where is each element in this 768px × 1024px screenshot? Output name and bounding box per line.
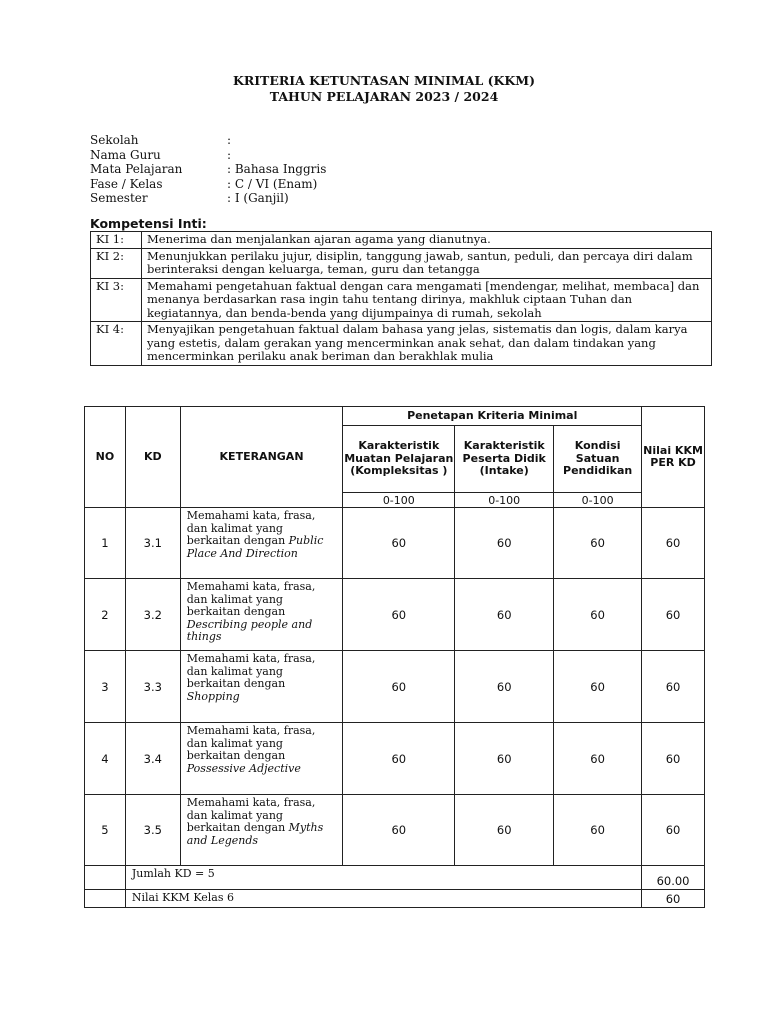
info-row-nama-guru (90, 148, 326, 163)
info-value: : C / VI (Enam) (227, 176, 318, 191)
desc-topic: Shopping (186, 689, 240, 703)
header-nilai-kkm: Nilai KKM PER KD (642, 407, 705, 508)
row-kondisi: 60 (554, 795, 642, 866)
row-kondisi: 60 (554, 723, 642, 795)
ki-row-2 (91, 248, 712, 278)
row-nilai: 60 (642, 508, 705, 579)
info-row-semester (90, 191, 326, 206)
desc-text: Memahami kata, frasa, dan kalimat yang berkaitan dengan (186, 509, 316, 548)
desc-text: Memahami kata, frasa, dan kalimat yang berkaitan dengan (186, 724, 316, 763)
info-label: Nama Guru (90, 147, 161, 162)
kkm-table (84, 406, 705, 908)
header-penetapan: Penetapan Kriteria Minimal (343, 407, 642, 426)
row-kd: 3.5 (125, 795, 180, 866)
desc-topic: Possessive Adjective (186, 761, 301, 775)
header-kondisi: Kondisi Satuan Pendidikan (554, 426, 642, 493)
info-value: : (227, 133, 232, 147)
ki-text: Menyajikan pengetahuan faktual dalam bahasa yang jelas, sistematis dan logis, dalam karya yang estetis, dalam gerakan yang mencerminkan anak sehat, dan dalam tindakan yang mencerminkan perilaku anak beriman dan berakhlak mulia (142, 322, 712, 366)
summary-row-kelas (85, 890, 705, 908)
table-row (85, 651, 705, 723)
row-no: 4 (85, 723, 126, 795)
row-muatan: 60 (343, 795, 455, 866)
row-muatan: 60 (343, 508, 455, 579)
row-no: 5 (85, 795, 126, 866)
row-keterangan (180, 508, 343, 579)
header-kd: KD (125, 407, 180, 508)
row-kondisi: 60 (554, 508, 642, 579)
row-kondisi: 60 (554, 651, 642, 723)
table-row (85, 508, 705, 579)
ki-text: Menunjukkan perilaku jujur, disiplin, tanggung jawab, santun, peduli, dan percaya diri dalam berinteraksi dengan keluarga, teman, guru dan tetangga (142, 248, 712, 278)
desc-topic: Myths and Legends (186, 821, 324, 847)
ki-text: Memahami pengetahuan faktual dengan cara mengamati [mendengar, melihat, membaca] dan menanya berdasarkan rasa ingin tahu tentang dirinya, makhluk ciptaan Tuhan dan kegiatannya, dan benda-benda yang dijumpainya di rumah, sekolah (142, 278, 712, 322)
academic-year-title: TAHUN PELAJARAN 2023 / 2024 (269, 89, 499, 104)
desc-text: Memahami kata, frasa, dan kalimat yang berkaitan dengan (186, 796, 316, 835)
ki-code: KI 2: (91, 248, 142, 278)
info-label: Sekolah (90, 133, 139, 147)
ki-row-4 (91, 322, 712, 366)
desc-topic: Public Place And Direction (186, 534, 324, 560)
row-peserta: 60 (455, 723, 554, 795)
ki-code: KI 4: (91, 322, 142, 366)
identity-block (90, 133, 326, 206)
row-muatan: 60 (343, 579, 455, 651)
header-no: NO (85, 407, 126, 508)
info-value: : I (Ganjil) (227, 191, 289, 205)
info-value: : Bahasa Inggris (227, 162, 327, 176)
header-muatan: Karakteristik Muatan Pelajaran (Kompleksitas ) (343, 426, 455, 493)
header-peserta: Karakteristik Peserta Didik (Intake) (455, 426, 554, 493)
row-muatan: 60 (343, 723, 455, 795)
row-no: 3 (85, 651, 126, 723)
row-kd: 3.2 (125, 579, 180, 651)
row-nilai: 60 (642, 579, 705, 651)
desc-text: Memahami kata, frasa, dan kalimat yang berkaitan dengan (186, 580, 316, 619)
jumlah-kd-value: 60.00 (642, 866, 705, 890)
desc-text: Memahami kata, frasa, dan kalimat yang berkaitan dengan (186, 652, 316, 691)
info-row-fase-kelas (90, 177, 326, 192)
header-keterangan: KETERANGAN (180, 407, 343, 508)
row-kd: 3.1 (125, 508, 180, 579)
row-nilai: 60 (642, 795, 705, 866)
summary-blank (85, 890, 126, 908)
ki-table (90, 231, 712, 366)
table-row (85, 579, 705, 651)
desc-topic: Describing people and things (186, 617, 313, 644)
row-peserta: 60 (455, 795, 554, 866)
info-value: : (227, 147, 232, 162)
range-kondisi: 0-100 (554, 493, 642, 508)
info-row-sekolah (90, 133, 326, 148)
row-keterangan (180, 795, 343, 866)
row-keterangan (180, 723, 343, 795)
row-peserta: 60 (455, 579, 554, 651)
nilai-kkm-kelas-label: Nilai KKM Kelas 6 (125, 890, 641, 908)
ki-code: KI 3: (91, 278, 142, 322)
row-keterangan (180, 651, 343, 723)
info-label: Fase / Kelas (90, 176, 163, 191)
summary-blank (85, 866, 126, 890)
row-muatan: 60 (343, 651, 455, 723)
row-peserta: 60 (455, 651, 554, 723)
jumlah-kd-label: Jumlah KD = 5 (125, 866, 641, 890)
ki-row-3 (91, 278, 712, 322)
table-row (85, 723, 705, 795)
range-muatan: 0-100 (343, 493, 455, 508)
row-kd: 3.3 (125, 651, 180, 723)
info-row-mata-pelajaran (90, 162, 326, 177)
ki-code: KI 1: (91, 232, 142, 249)
range-peserta: 0-100 (455, 493, 554, 508)
row-kondisi: 60 (554, 579, 642, 651)
row-peserta: 60 (455, 508, 554, 579)
summary-row-jumlah (85, 866, 705, 890)
row-keterangan (180, 579, 343, 651)
info-label: Semester (90, 191, 148, 205)
nilai-kkm-kelas-value: 60 (642, 890, 705, 908)
info-label: Mata Pelajaran (90, 162, 183, 176)
row-nilai: 60 (642, 651, 705, 723)
table-row (85, 795, 705, 866)
row-nilai: 60 (642, 723, 705, 795)
row-no: 2 (85, 579, 126, 651)
row-no: 1 (85, 508, 126, 579)
document-title: KRITERIA KETUNTASAN MINIMAL (KKM) (232, 73, 536, 88)
ki-heading: Kompetensi Inti: (90, 216, 207, 231)
ki-text: Menerima dan menjalankan ajaran agama yang dianutnya. (142, 232, 712, 249)
row-kd: 3.4 (125, 723, 180, 795)
ki-row-1 (91, 232, 712, 249)
